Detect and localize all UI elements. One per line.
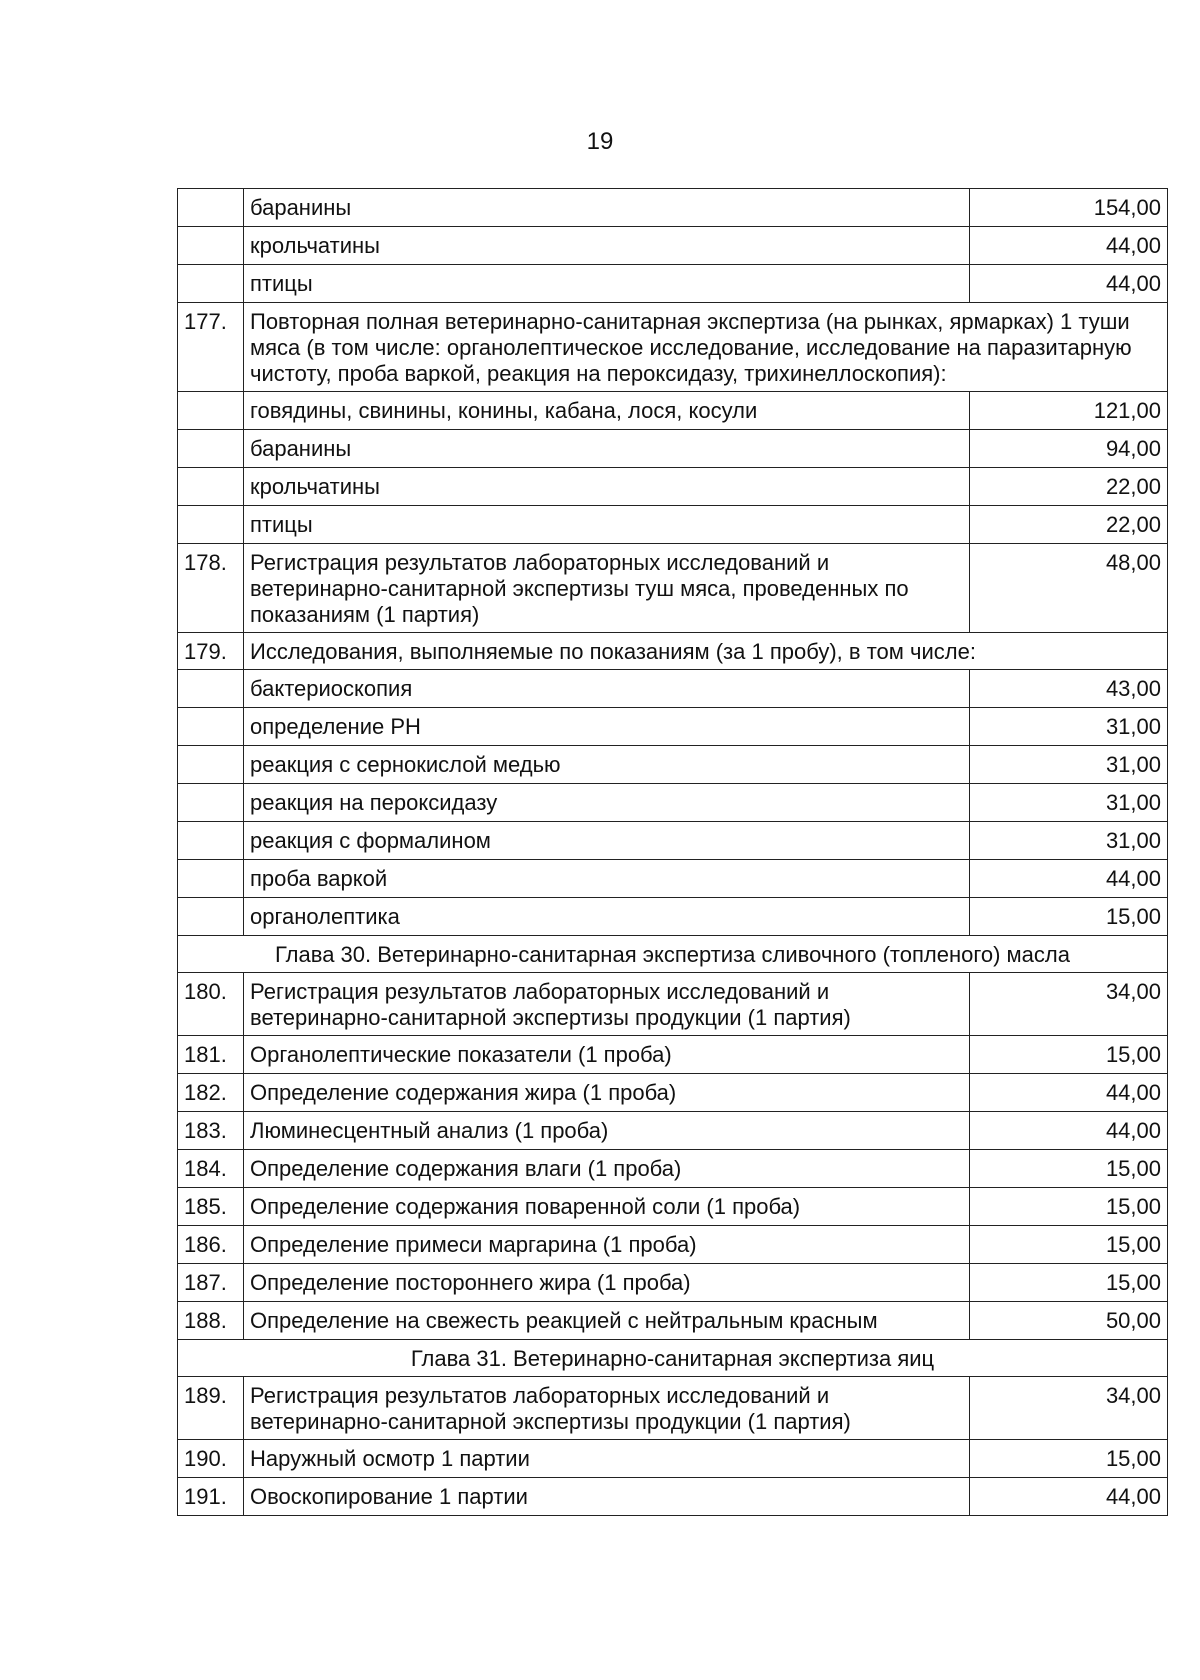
item-price: 154,00 <box>970 189 1168 227</box>
table-row <box>178 784 1168 822</box>
item-number: 187. <box>178 1264 244 1302</box>
item-description: бактериоскопия <box>244 670 970 708</box>
item-price: 44,00 <box>970 265 1168 303</box>
table-row <box>178 860 1168 898</box>
item-description: определение PH <box>244 708 970 746</box>
item-price: 31,00 <box>970 822 1168 860</box>
table-row <box>178 822 1168 860</box>
item-description: реакция на пероксидазу <box>244 784 970 822</box>
item-price: 22,00 <box>970 506 1168 544</box>
item-description: Определение содержания поваренной соли (1 проба) <box>244 1188 970 1226</box>
item-number: 185. <box>178 1188 244 1226</box>
item-price: 15,00 <box>970 1440 1168 1478</box>
item-price: 44,00 <box>970 1478 1168 1516</box>
item-number <box>178 189 244 227</box>
table-row <box>178 1188 1168 1226</box>
item-number: 191. <box>178 1478 244 1516</box>
item-description: Определение на свежесть реакцией с нейтральным красным <box>244 1302 970 1340</box>
tariff-table <box>177 188 1168 1516</box>
item-number <box>178 746 244 784</box>
item-number <box>178 227 244 265</box>
table-row <box>178 303 1168 392</box>
item-number <box>178 468 244 506</box>
table-row <box>178 1112 1168 1150</box>
chapter-heading-row <box>178 936 1168 973</box>
item-number: 184. <box>178 1150 244 1188</box>
item-price: 44,00 <box>970 227 1168 265</box>
table-row <box>178 708 1168 746</box>
item-price: 15,00 <box>970 898 1168 936</box>
table-row <box>178 1302 1168 1340</box>
item-price: 15,00 <box>970 1150 1168 1188</box>
page-number: 19 <box>586 128 614 155</box>
table-row <box>178 544 1168 633</box>
item-description: говядины, свинины, конины, кабана, лося, косули <box>244 392 970 430</box>
table-row <box>178 633 1168 670</box>
item-price: 15,00 <box>970 1264 1168 1302</box>
table-row <box>178 265 1168 303</box>
item-description: Регистрация результатов лабораторных исследований и ветеринарно-санитарной экспертизы продукции (1 партия) <box>244 1377 970 1440</box>
chapter-title: Глава 31. Ветеринарно-санитарная экспертиза яиц <box>178 1340 1168 1377</box>
item-number: 182. <box>178 1074 244 1112</box>
item-number: 177. <box>178 303 244 392</box>
item-description: Определение содержания влаги (1 проба) <box>244 1150 970 1188</box>
table-row <box>178 1226 1168 1264</box>
item-description: птицы <box>244 265 970 303</box>
item-number <box>178 670 244 708</box>
item-description: Повторная полная ветеринарно-санитарная экспертиза (на рынках, ярмарках) 1 туши мяса (в том числе: органолептическое исследование, исследование на паразитарную чистоту, проба варкой, реакция на пероксидазу, трихинеллоскопия): <box>244 303 1168 392</box>
item-number <box>178 822 244 860</box>
table-row <box>178 1440 1168 1478</box>
item-price: 34,00 <box>970 1377 1168 1440</box>
table-row <box>178 189 1168 227</box>
item-price: 31,00 <box>970 708 1168 746</box>
item-description: баранины <box>244 189 970 227</box>
item-number <box>178 898 244 936</box>
table-row <box>178 1036 1168 1074</box>
table-row <box>178 392 1168 430</box>
item-number: 189. <box>178 1377 244 1440</box>
item-price: 44,00 <box>970 1074 1168 1112</box>
table-row <box>178 746 1168 784</box>
table-row <box>178 506 1168 544</box>
item-number <box>178 430 244 468</box>
item-description: Регистрация результатов лабораторных исследований и ветеринарно-санитарной экспертизы туш мяса, проведенных по показаниям (1 партия) <box>244 544 970 633</box>
table-row <box>178 1150 1168 1188</box>
item-price: 15,00 <box>970 1036 1168 1074</box>
item-price: 15,00 <box>970 1226 1168 1264</box>
item-description: проба варкой <box>244 860 970 898</box>
item-price: 31,00 <box>970 784 1168 822</box>
table-row <box>178 1264 1168 1302</box>
item-price: 94,00 <box>970 430 1168 468</box>
table-row <box>178 670 1168 708</box>
item-description: Наружный осмотр 1 партии <box>244 1440 970 1478</box>
item-description: Определение примеси маргарина (1 проба) <box>244 1226 970 1264</box>
item-description: органолептика <box>244 898 970 936</box>
item-price: 48,00 <box>970 544 1168 633</box>
item-price: 44,00 <box>970 1112 1168 1150</box>
item-description: Исследования, выполняемые по показаниям (за 1 пробу), в том числе: <box>244 633 1168 670</box>
table-row <box>178 1377 1168 1440</box>
item-description: реакция с сернокислой медью <box>244 746 970 784</box>
item-number: 190. <box>178 1440 244 1478</box>
item-description: Определение постороннего жира (1 проба) <box>244 1264 970 1302</box>
table-row <box>178 430 1168 468</box>
table-row <box>178 973 1168 1036</box>
item-number <box>178 265 244 303</box>
item-number: 188. <box>178 1302 244 1340</box>
item-description: крольчатины <box>244 227 970 265</box>
item-number <box>178 708 244 746</box>
item-number: 183. <box>178 1112 244 1150</box>
item-description: реакция с формалином <box>244 822 970 860</box>
table-row <box>178 227 1168 265</box>
table-row <box>178 1478 1168 1516</box>
item-number: 181. <box>178 1036 244 1074</box>
item-number: 180. <box>178 973 244 1036</box>
item-number: 179. <box>178 633 244 670</box>
item-number: 186. <box>178 1226 244 1264</box>
item-number <box>178 506 244 544</box>
item-description: баранины <box>244 430 970 468</box>
item-price: 121,00 <box>970 392 1168 430</box>
item-description: Овоскопирование 1 партии <box>244 1478 970 1516</box>
item-description: Определение содержания жира (1 проба) <box>244 1074 970 1112</box>
item-description: Регистрация результатов лабораторных исследований и ветеринарно-санитарной экспертизы продукции (1 партия) <box>244 973 970 1036</box>
item-number <box>178 784 244 822</box>
chapter-title: Глава 30. Ветеринарно-санитарная экспертиза сливочного (топленого) масла <box>178 936 1168 973</box>
chapter-heading-row <box>178 1340 1168 1377</box>
item-description: Люминесцентный анализ (1 проба) <box>244 1112 970 1150</box>
item-price: 44,00 <box>970 860 1168 898</box>
item-number: 178. <box>178 544 244 633</box>
item-price: 43,00 <box>970 670 1168 708</box>
item-price: 34,00 <box>970 973 1168 1036</box>
table-row <box>178 468 1168 506</box>
item-description: крольчатины <box>244 468 970 506</box>
item-number <box>178 860 244 898</box>
item-price: 31,00 <box>970 746 1168 784</box>
item-price: 22,00 <box>970 468 1168 506</box>
item-price: 50,00 <box>970 1302 1168 1340</box>
table-row <box>178 1074 1168 1112</box>
item-price: 15,00 <box>970 1188 1168 1226</box>
item-number <box>178 392 244 430</box>
table-row <box>178 898 1168 936</box>
item-description: Органолептические показатели (1 проба) <box>244 1036 970 1074</box>
item-description: птицы <box>244 506 970 544</box>
